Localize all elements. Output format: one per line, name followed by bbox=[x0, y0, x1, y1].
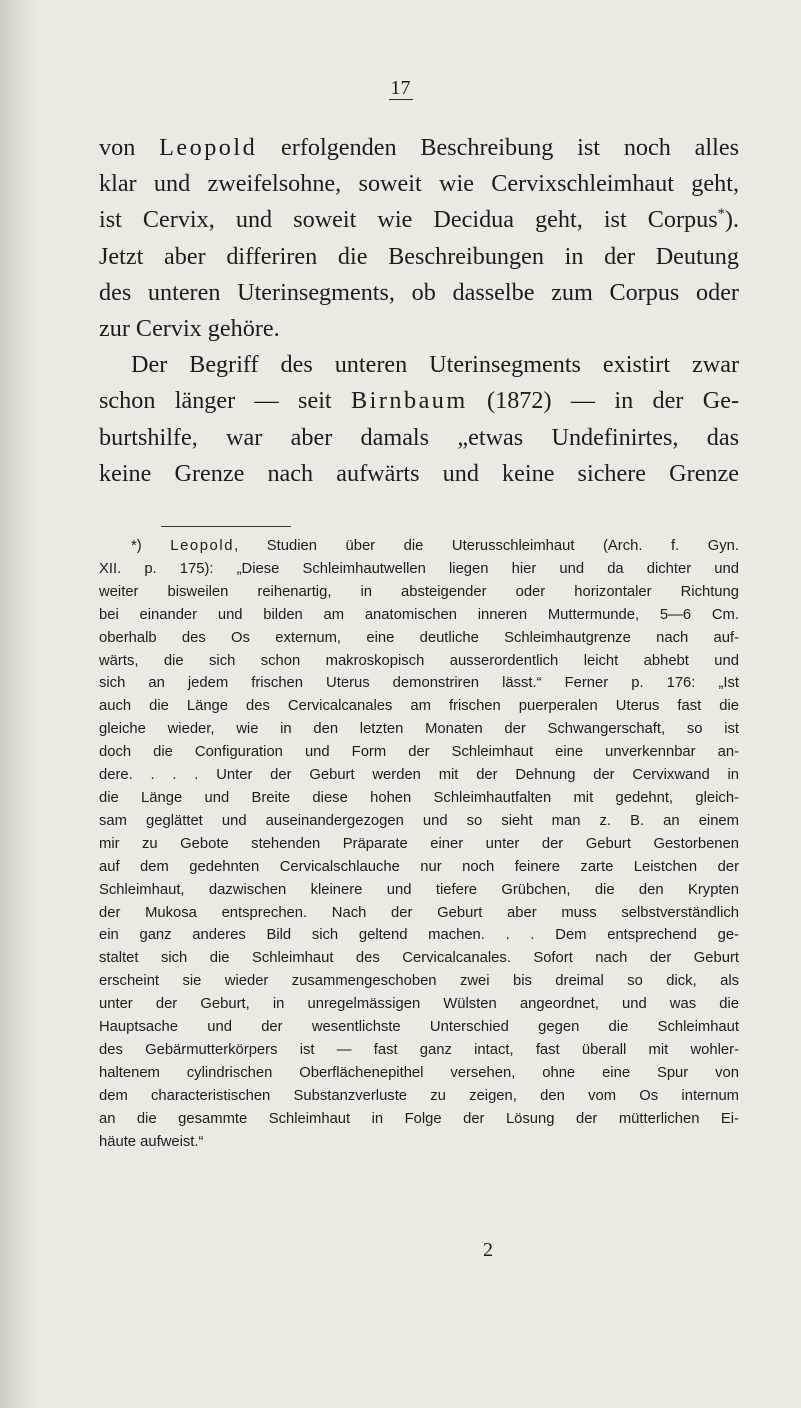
author-name-spaced: Birnbaum bbox=[350, 387, 468, 415]
body-line: Jetzt aber differiren die Beschreibungen in der Deutung bbox=[99, 242, 739, 270]
body-line: keine Grenze nach aufwärts und keine sichere Grenze bbox=[99, 459, 739, 487]
footnote-line: unter der Geburt, in unregelmässigen Wülsten angeordnet, und was die bbox=[99, 996, 739, 1013]
footnote-line: sich an jedem frischen Uterus demonstriren lässt.“ Ferner p. 176: „Ist bbox=[99, 675, 739, 692]
author-name-spaced: Leopold bbox=[159, 134, 258, 161]
footnote-line: dem characteristischen Substanzverluste zu zeigen, den vom Os internum bbox=[99, 1087, 739, 1104]
body-line: des unteren Uterinsegments, ob dasselbe zum Corpus oder bbox=[99, 278, 739, 306]
body-line: Der Begriff des unteren Uterinsegments existirt zwar bbox=[131, 351, 739, 379]
footnote-line: weiter bisweilen reihenartig, in absteigender oder horizontaler Richtung bbox=[99, 583, 739, 600]
body-line: zur Cervix gehöre. bbox=[99, 315, 280, 343]
footnote-line: doch die Configuration und Form der Schleimhaut eine unverkennbar an- bbox=[99, 744, 739, 761]
footnote-line: gleiche wieder, wie in den letzten Monaten der Schwangerschaft, so ist bbox=[99, 721, 739, 738]
body-line: burtshilfe, war aber damals „etwas Undefinirtes, das bbox=[99, 423, 739, 451]
main-text bbox=[99, 130, 739, 492]
footnote-line: Schleimhaut, dazwischen kleinere und tiefere Grübchen, die den Krypten bbox=[99, 881, 739, 898]
page-gutter-shadow bbox=[0, 0, 40, 1408]
footnote-line: des Gebärmutterkörpers ist — fast ganz intact, fast überall mit wohler- bbox=[99, 1041, 739, 1058]
body-line: ist Cervix, und soweit wie Decidua geht, ist Corpus*). bbox=[99, 206, 739, 234]
footnote-line: der Mukosa entsprechen. Nach der Geburt aber muss selbstverständlich bbox=[99, 904, 739, 921]
footnote-marker: * bbox=[717, 206, 725, 223]
footnote-line: auch die Länge des Cervicalcanales am frischen puerperalen Uterus fast die bbox=[99, 698, 739, 715]
body-line: klar und zweifelsohne, soweit wie Cervixschleimhaut geht, bbox=[99, 170, 739, 198]
signature-mark: 2 bbox=[483, 1239, 493, 1261]
footnote-line: *) Leopold, Studien über die Uterusschleimhaut (Arch. f. Gyn. bbox=[131, 538, 739, 554]
page-number-text: 17 bbox=[390, 77, 411, 99]
footnote-line: staltet sich die Schleimhaut des Cervicalcanales. Sofort nach der Geburt bbox=[99, 950, 739, 967]
footnote-divider bbox=[161, 526, 291, 527]
footnote-line: wärts, die sich schon makroskopisch ausserordentlich leicht abhebt und bbox=[99, 652, 739, 669]
footnote-line: bei einander und bilden am anatomischen inneren Muttermunde, 5—6 Cm. bbox=[99, 606, 739, 623]
page-number bbox=[0, 76, 801, 100]
footnote-line: Hauptsache und der wesentlichste Unterschied gegen die Schleimhaut bbox=[99, 1019, 739, 1036]
footnote-line: an die gesammte Schleimhaut in Folge der Lösung der mütterlichen Ei- bbox=[99, 1110, 739, 1127]
footnote-line: haltenem cylindrischen Oberflächenepithel versehen, ohne eine Spur von bbox=[99, 1064, 739, 1081]
footnote bbox=[99, 535, 739, 1153]
body-line: von Leopold erfolgenden Beschreibung ist noch alles bbox=[99, 134, 740, 161]
body-line: schon länger — seit Birnbaum (1872) — in der Ge- bbox=[99, 387, 739, 415]
footnote-line: XII. p. 175): „Diese Schleimhautwellen liegen hier und da dichter und bbox=[99, 560, 739, 577]
footnote-line: die Länge und Breite diese hohen Schleimhautfalten mit gedehnt, gleich- bbox=[99, 789, 739, 806]
footnote-line: ein ganz anderes Bild sich geltend machen. . . Dem entsprechend ge- bbox=[99, 927, 739, 944]
footnote-line: mir zu Gebote stehenden Präparate einer unter der Geburt Gestorbenen bbox=[99, 835, 739, 852]
footnote-line: häute aufweist.“ bbox=[99, 1133, 204, 1150]
footnote-line: auf dem gedehnten Cervicalschlauche nur noch feinere zarte Leistchen der bbox=[99, 858, 739, 875]
footnote-line: erscheint sie wieder zusammengeschoben zwei bis dreimal so dick, als bbox=[99, 973, 739, 990]
author-name-spaced: Leopold bbox=[170, 538, 235, 554]
footnote-line: oberhalb des Os externum, eine deutliche Schleimhautgrenze nach auf- bbox=[99, 629, 739, 646]
footnote-line: dere. . . . Unter der Geburt werden mit der Dehnung der Cervixwand in bbox=[99, 767, 739, 784]
footnote-line: sam geglättet und auseinandergezogen und so sieht man z. B. an einem bbox=[99, 812, 739, 829]
